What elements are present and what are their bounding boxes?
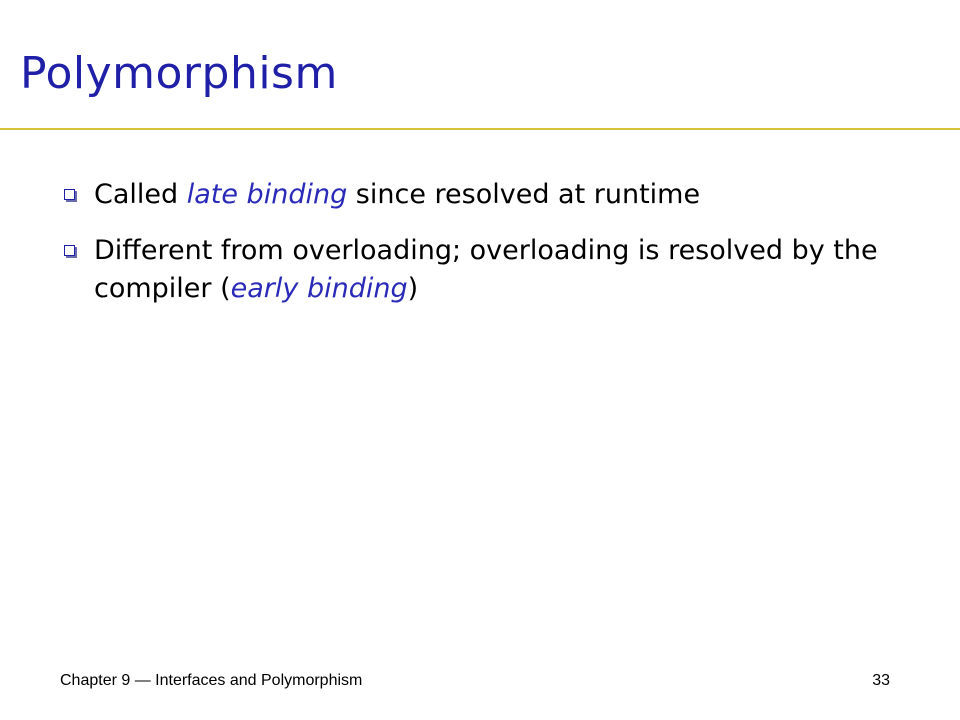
square-bullet-icon	[64, 189, 75, 200]
footer-chapter: Chapter 9 — Interfaces and Polymorphism	[60, 672, 363, 689]
footer-page-number: 33	[872, 672, 890, 689]
bullet-emphasis: early binding	[230, 273, 408, 304]
bullet-text: Different from overloading; overloading is resolved by the compiler (	[94, 235, 878, 304]
square-bullet-icon	[64, 245, 75, 256]
bullet-list	[64, 176, 924, 326]
slide-title: Polymorphism	[20, 48, 338, 99]
bullet-text: since resolved at runtime	[347, 179, 701, 210]
bullet-emphasis: late binding	[186, 179, 348, 210]
bullet-item-overloading	[64, 232, 924, 308]
bullet-text: )	[407, 273, 419, 304]
bullet-item-late-binding	[64, 176, 924, 214]
bullet-text: Called	[94, 179, 187, 210]
title-divider	[0, 128, 960, 130]
